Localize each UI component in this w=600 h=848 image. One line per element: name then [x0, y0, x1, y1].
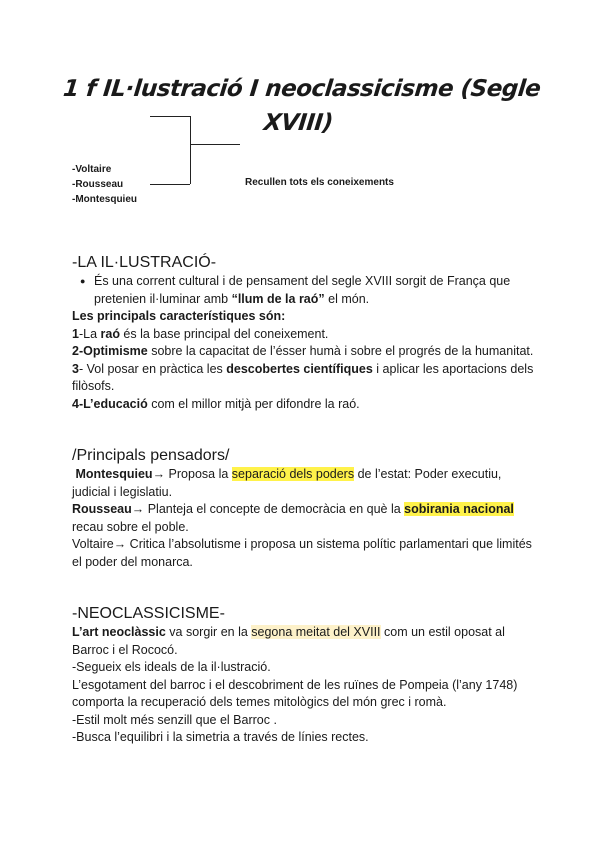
- bullet-text: És una corrent cultural i de pensament del segle XVIII sorgit de França que pretenien il·luminar amb: [94, 274, 511, 306]
- char-bold: -L’educació: [78, 396, 148, 411]
- pensador-name: Rousseau: [72, 502, 132, 516]
- neoclassicisme-line-3: L’esgotament del barroc i el descobriment de les ruïnes de Pompeia (l’any 1748) comporta la recuperació dels temes mitològics del món grec i romà.: [72, 677, 518, 709]
- pensadors-heading: /Principals pensadors/: [72, 447, 230, 464]
- pensador-text: → Planteja el concepte de democràcia en què la: [131, 502, 405, 516]
- thinker-voltaire: -Voltaire: [72, 164, 112, 175]
- pensador-name: Montesquieu: [75, 467, 153, 481]
- intro-text: va sorgir en la: [165, 625, 252, 639]
- bracket-middle-line: [190, 144, 240, 145]
- char-bold: descobertes científiques: [226, 361, 373, 376]
- pensador-montesquieu: [72, 466, 542, 501]
- char-text: - Vol posar en pràctica les: [78, 361, 227, 376]
- highlighted-text: segona meitat del XVIII: [251, 625, 381, 639]
- collect-note: Recullen tots els coneixements: [245, 177, 394, 188]
- neoclassicisme-intro: [72, 624, 542, 659]
- char-number: 1: [72, 326, 79, 341]
- page-title: 1 f IL·lustració I neoclassicisme (Segle XVIII): [61, 76, 542, 136]
- char-text: -La: [78, 326, 101, 341]
- characteristic-1: [72, 326, 542, 344]
- illustracio-bullet: [94, 273, 542, 308]
- thinker-rousseau: -Rousseau: [72, 179, 124, 190]
- illustracio-heading: -LA IL·LUSTRACIÓ-: [72, 254, 217, 271]
- char-text-end: és la base principal del coneixement.: [119, 326, 329, 341]
- pensador-text: → Proposa la: [152, 467, 232, 481]
- neoclassicisme-line-5: -Busca l’equilibri i la simetria a través de línies rectes.: [72, 730, 369, 744]
- pensador-rousseau: [72, 501, 542, 536]
- pensador-text-end: recau sobre el poble.: [72, 519, 189, 534]
- bracket-bottom-line: [150, 184, 190, 185]
- char-number: 2: [72, 344, 79, 358]
- characteristic-2: [72, 343, 542, 361]
- illustracio-bullets: [72, 273, 542, 308]
- thinkers-list: [72, 162, 137, 207]
- neoclassicisme-line-4: -Estil molt més senzill que el Barroc .: [72, 712, 277, 727]
- illustracio-section: [72, 253, 542, 413]
- neoclassicisme-section: [72, 604, 542, 747]
- bullet-bold-text: “llum de la raó”: [231, 291, 325, 306]
- pensador-text-end: de l’estat: Poder executiu, judicial i legislatiu.: [72, 467, 502, 499]
- highlighted-text: separació dels poders: [231, 467, 355, 481]
- char-text-end: com el millor mitjà per difondre la raó.: [147, 396, 360, 411]
- intro-bold: L’art neoclàssic: [72, 625, 166, 639]
- char-number: 4: [72, 396, 79, 411]
- pensadors-section: [72, 446, 542, 571]
- bracket-vertical-line: [190, 116, 191, 184]
- characteristic-3: [72, 361, 542, 396]
- highlighted-text: sobirania nacional: [404, 502, 514, 516]
- char-text-end: i aplicar les aportacions dels filòsofs.: [72, 361, 534, 393]
- intro-text-end: com un estil oposat al Barroc i el Rococó.: [72, 625, 505, 657]
- characteristics-title: Les principals característiques són:: [72, 309, 286, 323]
- char-text-end: sobre la capacitat de l’ésser humà i sobre el progrés de la humanitat.: [147, 344, 534, 358]
- char-bold: -Optimisme: [78, 344, 148, 358]
- pensador-voltaire: Voltaire→ Critica l’absolutisme i proposa un sistema polític parlamentari que limités el poder del monarca.: [72, 537, 532, 569]
- char-bold: raó: [100, 326, 120, 341]
- char-number: 3: [72, 361, 79, 376]
- neoclassicisme-line-2: -Segueix els ideals de la il·lustració.: [72, 660, 271, 674]
- thinker-montesquieu: -Montesquieu: [72, 194, 137, 205]
- bullet-text-end: el món.: [324, 291, 370, 306]
- bracket-top-line: [150, 116, 190, 117]
- characteristic-4: [72, 396, 542, 414]
- neoclassicisme-heading: -NEOCLASSICISME-: [72, 605, 225, 622]
